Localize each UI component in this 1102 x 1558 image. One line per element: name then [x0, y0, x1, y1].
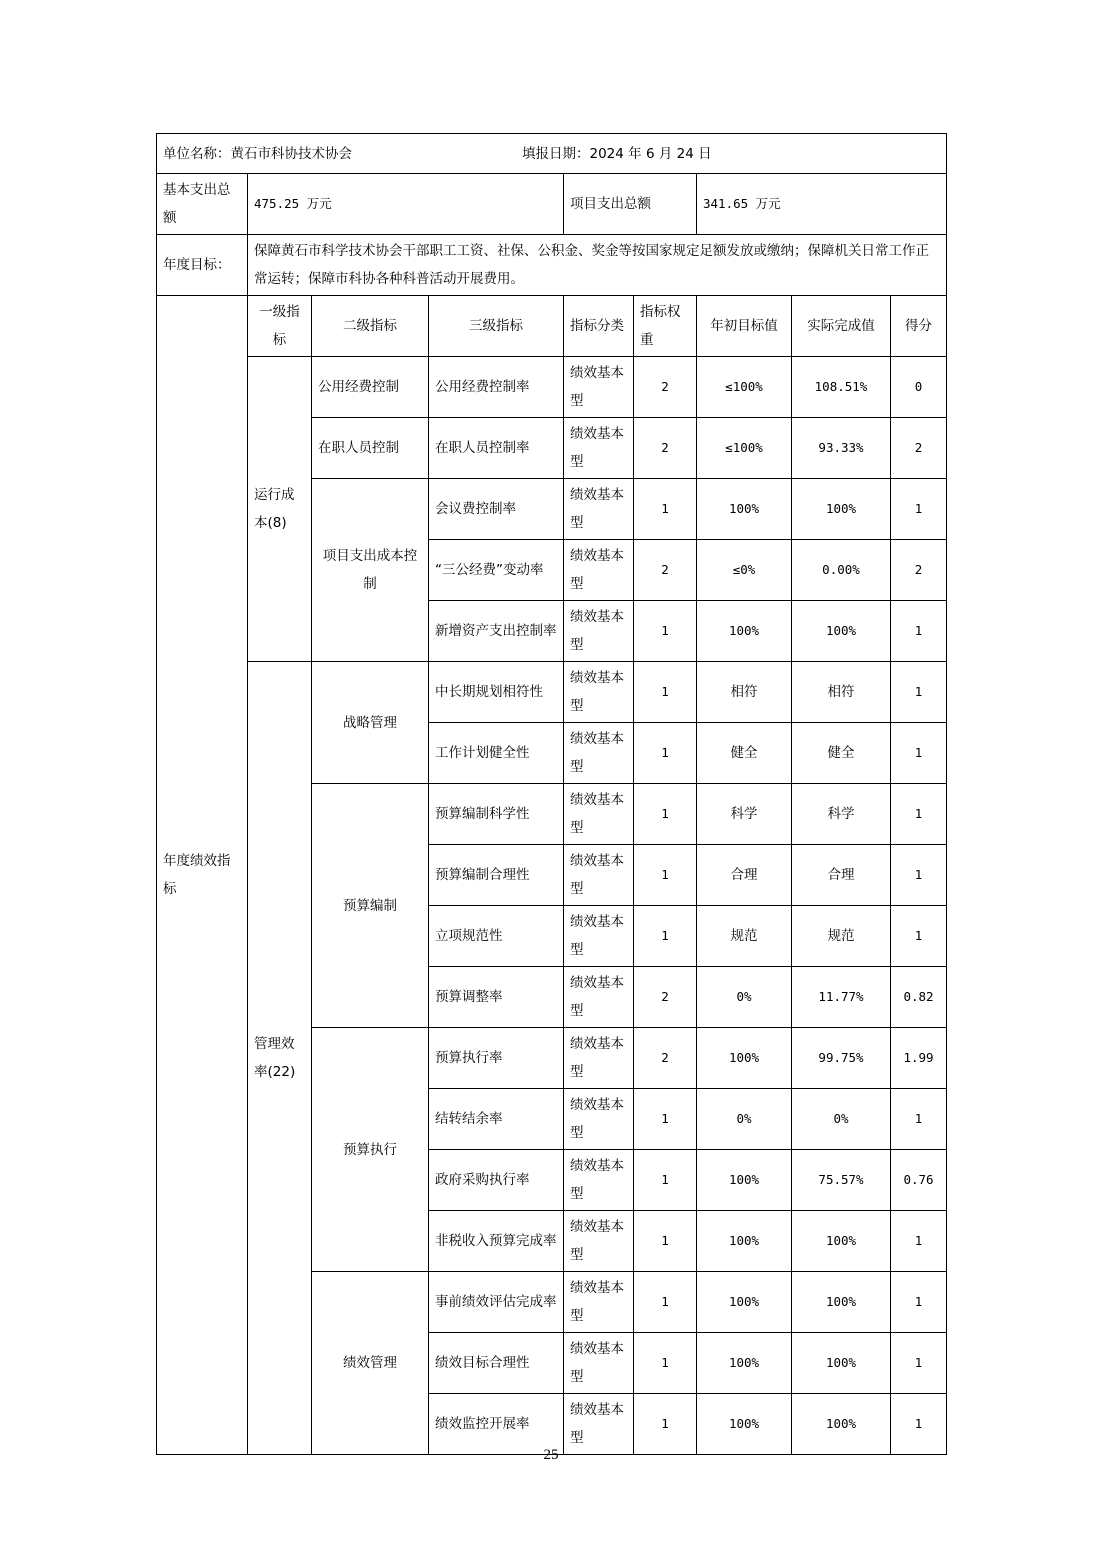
- score-cell: 1: [891, 1089, 947, 1150]
- target-cell: 100%: [697, 1394, 792, 1455]
- target-cell: 健全: [697, 723, 792, 784]
- target-cell: ≤100%: [697, 357, 792, 418]
- type-cell: 绩效基本型: [564, 601, 634, 662]
- type-cell: 绩效基本型: [564, 662, 634, 723]
- level3-cell: 立项规范性: [429, 906, 564, 967]
- level3-cell: 新增资产支出控制率: [429, 601, 564, 662]
- target-cell: 100%: [697, 1211, 792, 1272]
- target-cell: 0%: [697, 967, 792, 1028]
- score-cell: 1: [891, 1394, 947, 1455]
- score-cell: 2: [891, 418, 947, 479]
- weight-cell: 2: [634, 1028, 697, 1089]
- level1-cell: 管理效率(22): [248, 662, 312, 1455]
- target-cell: ≤100%: [697, 418, 792, 479]
- type-cell: 绩效基本型: [564, 906, 634, 967]
- score-cell: 1: [891, 601, 947, 662]
- target-cell: 合理: [697, 845, 792, 906]
- score-cell: 0: [891, 357, 947, 418]
- target-cell: 0%: [697, 1089, 792, 1150]
- weight-cell: 1: [634, 1211, 697, 1272]
- weight-cell: 1: [634, 1150, 697, 1211]
- level1-cell: 运行成本(8): [248, 357, 312, 662]
- actual-cell: 100%: [792, 601, 891, 662]
- actual-cell: 健全: [792, 723, 891, 784]
- target-cell: 规范: [697, 906, 792, 967]
- type-cell: 绩效基本型: [564, 1394, 634, 1455]
- weight-cell: 1: [634, 662, 697, 723]
- level2-cell: 绩效管理: [312, 1272, 429, 1455]
- score-cell: 1: [891, 1272, 947, 1333]
- weight-cell: 2: [634, 967, 697, 1028]
- type-cell: 绩效基本型: [564, 1150, 634, 1211]
- weight-cell: 1: [634, 906, 697, 967]
- level3-cell: 公用经费控制率: [429, 357, 564, 418]
- type-cell: 绩效基本型: [564, 418, 634, 479]
- col-header-target: 年初目标值: [697, 296, 792, 357]
- type-cell: 绩效基本型: [564, 1028, 634, 1089]
- type-cell: 绩效基本型: [564, 1089, 634, 1150]
- target-cell: 科学: [697, 784, 792, 845]
- section-label: 年度绩效指标: [157, 296, 248, 1455]
- actual-cell: 100%: [792, 479, 891, 540]
- score-cell: 1: [891, 784, 947, 845]
- score-cell: 1.99: [891, 1028, 947, 1089]
- score-cell: 0.82: [891, 967, 947, 1028]
- level3-cell: 绩效目标合理性: [429, 1333, 564, 1394]
- score-cell: 1: [891, 1333, 947, 1394]
- level3-cell: 事前绩效评估完成率: [429, 1272, 564, 1333]
- type-cell: 绩效基本型: [564, 723, 634, 784]
- level2-cell: 战略管理: [312, 662, 429, 784]
- weight-cell: 1: [634, 1394, 697, 1455]
- header-row: [157, 134, 947, 174]
- score-cell: 1: [891, 479, 947, 540]
- level3-cell: 会议费控制率: [429, 479, 564, 540]
- weight-cell: 1: [634, 1333, 697, 1394]
- actual-cell: 75.57%: [792, 1150, 891, 1211]
- score-cell: 1: [891, 662, 947, 723]
- level2-cell: 预算编制: [312, 784, 429, 1028]
- level3-cell: 预算编制合理性: [429, 845, 564, 906]
- actual-cell: 规范: [792, 906, 891, 967]
- actual-cell: 100%: [792, 1333, 891, 1394]
- actual-cell: 0%: [792, 1089, 891, 1150]
- target-cell: 100%: [697, 479, 792, 540]
- actual-cell: 科学: [792, 784, 891, 845]
- weight-cell: 1: [634, 1089, 697, 1150]
- col-header-weight: 指标权重: [634, 296, 697, 357]
- col-header-actual: 实际完成值: [792, 296, 891, 357]
- score-cell: 0.76: [891, 1150, 947, 1211]
- fill-date: 填报日期：2024 年 6 月 24 日: [522, 145, 712, 162]
- score-cell: 1: [891, 906, 947, 967]
- type-cell: 绩效基本型: [564, 357, 634, 418]
- actual-cell: 100%: [792, 1272, 891, 1333]
- level3-cell: 绩效监控开展率: [429, 1394, 564, 1455]
- table-row: [157, 357, 947, 418]
- col-header-type: 指标分类: [564, 296, 634, 357]
- target-cell: 100%: [697, 1333, 792, 1394]
- weight-cell: 1: [634, 723, 697, 784]
- level3-cell: 政府采购执行率: [429, 1150, 564, 1211]
- annual-goal-label: 年度目标：: [157, 235, 248, 296]
- level2-cell: 项目支出成本控制: [312, 479, 429, 662]
- target-cell: ≤0%: [697, 540, 792, 601]
- type-cell: 绩效基本型: [564, 967, 634, 1028]
- type-cell: 绩效基本型: [564, 479, 634, 540]
- col-header-score: 得分: [891, 296, 947, 357]
- target-cell: 100%: [697, 601, 792, 662]
- score-cell: 2: [891, 540, 947, 601]
- page-number: 25: [543, 1447, 559, 1463]
- table-row: [157, 662, 947, 723]
- level3-cell: 预算执行率: [429, 1028, 564, 1089]
- actual-cell: 0.00%: [792, 540, 891, 601]
- actual-cell: 合理: [792, 845, 891, 906]
- level3-cell: 在职人员控制率: [429, 418, 564, 479]
- level3-cell: 工作计划健全性: [429, 723, 564, 784]
- level3-cell: 预算调整率: [429, 967, 564, 1028]
- basic-expense-label: 基本支出总额: [157, 174, 248, 235]
- type-cell: 绩效基本型: [564, 540, 634, 601]
- level3-cell: 非税收入预算完成率: [429, 1211, 564, 1272]
- annual-goal-text: 保障黄石市科学技术协会干部职工工资、社保、公积金、奖金等按国家规定足额发放或缴纳；保障机关日常工作正常运转；保障市科协各种科普活动开展费用。: [248, 235, 947, 296]
- weight-cell: 2: [634, 418, 697, 479]
- weight-cell: 1: [634, 784, 697, 845]
- score-cell: 1: [891, 845, 947, 906]
- weight-cell: 2: [634, 357, 697, 418]
- level2-cell: 公用经费控制: [312, 357, 429, 418]
- performance-table: [156, 133, 947, 1455]
- weight-cell: 2: [634, 540, 697, 601]
- level3-cell: 中长期规划相符性: [429, 662, 564, 723]
- level3-cell: 结转结余率: [429, 1089, 564, 1150]
- project-expense-label: 项目支出总额: [564, 174, 697, 235]
- basic-expense-value: 475.25 万元: [248, 174, 564, 235]
- weight-cell: 1: [634, 479, 697, 540]
- weight-cell: 1: [634, 1272, 697, 1333]
- col-header-level1: 一级指标: [248, 296, 312, 357]
- actual-cell: 100%: [792, 1211, 891, 1272]
- actual-cell: 相符: [792, 662, 891, 723]
- actual-cell: 108.51%: [792, 357, 891, 418]
- target-cell: 100%: [697, 1150, 792, 1211]
- target-cell: 100%: [697, 1272, 792, 1333]
- project-expense-value: 341.65 万元: [697, 174, 947, 235]
- col-header-level2: 二级指标: [312, 296, 429, 357]
- target-cell: 100%: [697, 1028, 792, 1089]
- type-cell: 绩效基本型: [564, 1333, 634, 1394]
- level2-cell: 在职人员控制: [312, 418, 429, 479]
- actual-cell: 93.33%: [792, 418, 891, 479]
- actual-cell: 11.77%: [792, 967, 891, 1028]
- weight-cell: 1: [634, 845, 697, 906]
- actual-cell: 100%: [792, 1394, 891, 1455]
- unit-name: 单位名称：黄石市科协技术协会: [163, 145, 352, 162]
- level2-cell: 预算执行: [312, 1028, 429, 1272]
- type-cell: 绩效基本型: [564, 1272, 634, 1333]
- score-cell: 1: [891, 1211, 947, 1272]
- level3-cell: “三公经费”变动率: [429, 540, 564, 601]
- col-header-level3: 三级指标: [429, 296, 564, 357]
- type-cell: 绩效基本型: [564, 845, 634, 906]
- type-cell: 绩效基本型: [564, 1211, 634, 1272]
- type-cell: 绩效基本型: [564, 784, 634, 845]
- target-cell: 相符: [697, 662, 792, 723]
- weight-cell: 1: [634, 601, 697, 662]
- actual-cell: 99.75%: [792, 1028, 891, 1089]
- level3-cell: 预算编制科学性: [429, 784, 564, 845]
- score-cell: 1: [891, 723, 947, 784]
